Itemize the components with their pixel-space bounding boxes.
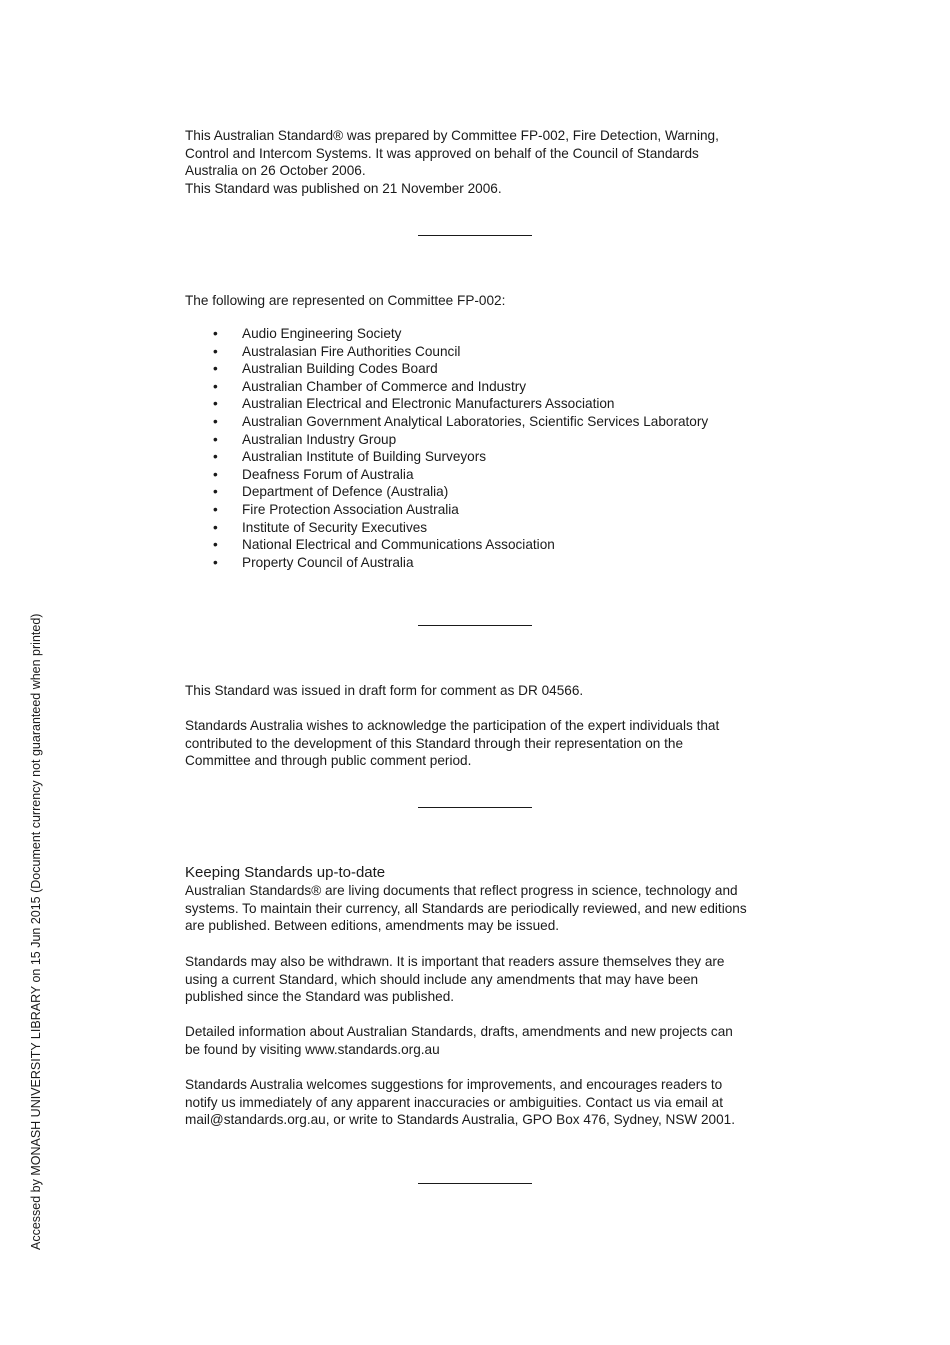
preparation-line: Control and Intercom Systems. It was approved on behalf of the Council of Standards (185, 145, 699, 161)
list-item (185, 483, 775, 501)
member-name: Audio Engineering Society (242, 326, 402, 341)
list-item (185, 378, 775, 396)
committee-member-list (185, 325, 775, 571)
paragraph-living-documents (185, 882, 775, 935)
keeping-up-to-date-section (185, 864, 775, 882)
list-item (185, 501, 775, 519)
member-name: Fire Protection Association Australia (242, 501, 459, 517)
bullet-icon: • (213, 378, 218, 394)
paragraph-line: Standards Australia welcomes suggestions for improvements, and encourages readers to (185, 1077, 723, 1092)
member-name: Property Council of Australia (242, 554, 414, 570)
member-name: Australian Electrical and Electronic Manufacturers Association (242, 396, 615, 412)
list-item (185, 325, 775, 343)
preparation-line: This Australian Standard® was prepared by Committee FP-002, Fire Detection, Warning, (185, 128, 719, 143)
paragraph-contact (185, 1076, 775, 1129)
bullet-icon: • (213, 413, 218, 429)
committee-intro-text: The following are represented on Committee FP-002: (185, 293, 506, 308)
member-name: Australian Building Codes Board (242, 361, 438, 377)
bullet-icon: • (213, 396, 218, 412)
member-name: Australasian Fire Authorities Council (242, 343, 461, 359)
acknowledgement-line: Committee and through public comment period. (185, 753, 472, 769)
paragraph-line: mail@standards.org.au, or write to Standards Australia, GPO Box 476, Sydney, NSW 2001. (185, 1112, 736, 1128)
paragraph-line: Standards may also be withdrawn. It is important that readers assure themselves they are (185, 954, 725, 969)
bullet-icon: • (213, 501, 218, 517)
paragraph-line: Detailed information about Australian Standards, drafts, amendments and new projects can (185, 1024, 733, 1039)
list-item (185, 519, 775, 537)
section-divider (418, 625, 532, 626)
list-item (185, 448, 775, 466)
list-item (185, 360, 775, 378)
paragraph-line: notify us immediately of any apparent inaccuracies or ambiguities. Contact us via email at (185, 1094, 723, 1110)
paragraph-line: published since the Standard was published. (185, 989, 455, 1005)
member-name: Australian Chamber of Commerce and Industry (242, 378, 527, 394)
paragraph-detailed-info (185, 1023, 775, 1058)
access-watermark: Accessed by MONASH UNIVERSITY LIBRARY on 15 Jun 2015 (Document currency not guaranteed when printed) (29, 613, 43, 1250)
bullet-icon: • (213, 554, 218, 570)
paragraph-line: using a current Standard, which should include any amendments that may have been (185, 971, 699, 987)
bullet-icon: • (213, 484, 218, 500)
preparation-line: Australia on 26 October 2006. (185, 163, 366, 179)
list-item (185, 536, 775, 554)
draft-statement (185, 682, 775, 700)
bullet-icon: • (213, 466, 218, 482)
bullet-icon: • (213, 519, 218, 535)
list-item (185, 413, 775, 431)
member-name: Australian Industry Group (242, 431, 397, 447)
section-divider (418, 807, 532, 808)
paragraph-line: Australian Standards® are living documents that reflect progress in science, technology and (185, 883, 738, 898)
acknowledgement (185, 717, 775, 770)
bullet-icon: • (213, 449, 218, 465)
section-divider (418, 1183, 532, 1184)
paragraph-withdrawn (185, 953, 775, 1006)
list-item (185, 466, 775, 484)
list-item (185, 395, 775, 413)
draft-issued-text: This Standard was issued in draft form for comment as DR 04566. (185, 683, 584, 698)
list-item (185, 431, 775, 449)
paragraph-line: be found by visiting www.standards.org.au (185, 1041, 440, 1057)
section-divider (418, 235, 532, 236)
publication-line: This Standard was published on 21 November 2006. (185, 180, 502, 196)
bullet-icon: • (213, 326, 218, 341)
member-name: Deafness Forum of Australia (242, 466, 414, 482)
committee-intro (185, 292, 775, 310)
paragraph-line: are published. Between editions, amendments may be issued. (185, 918, 560, 934)
member-name: Australian Government Analytical Laboratories, Scientific Services Laboratory (242, 413, 709, 429)
member-name: Australian Institute of Building Surveyors (242, 449, 487, 465)
member-name: Institute of Security Executives (242, 519, 428, 535)
acknowledgement-line: Standards Australia wishes to acknowledge the participation of the expert individuals that (185, 718, 720, 733)
bullet-icon: • (213, 361, 218, 377)
paragraph-line: systems. To maintain their currency, all Standards are periodically reviewed, and new editions (185, 900, 747, 916)
preparation-statement (185, 127, 775, 197)
member-name: Department of Defence (Australia) (242, 484, 449, 500)
bullet-icon: • (213, 537, 218, 553)
section-heading: Keeping Standards up-to-date (185, 864, 386, 881)
acknowledgement-line: contributed to the development of this Standard through their representation on the (185, 735, 684, 751)
bullet-icon: • (213, 431, 218, 447)
bullet-icon: • (213, 343, 218, 359)
list-item (185, 343, 775, 361)
member-name: National Electrical and Communications Association (242, 537, 555, 553)
list-item (185, 554, 775, 572)
